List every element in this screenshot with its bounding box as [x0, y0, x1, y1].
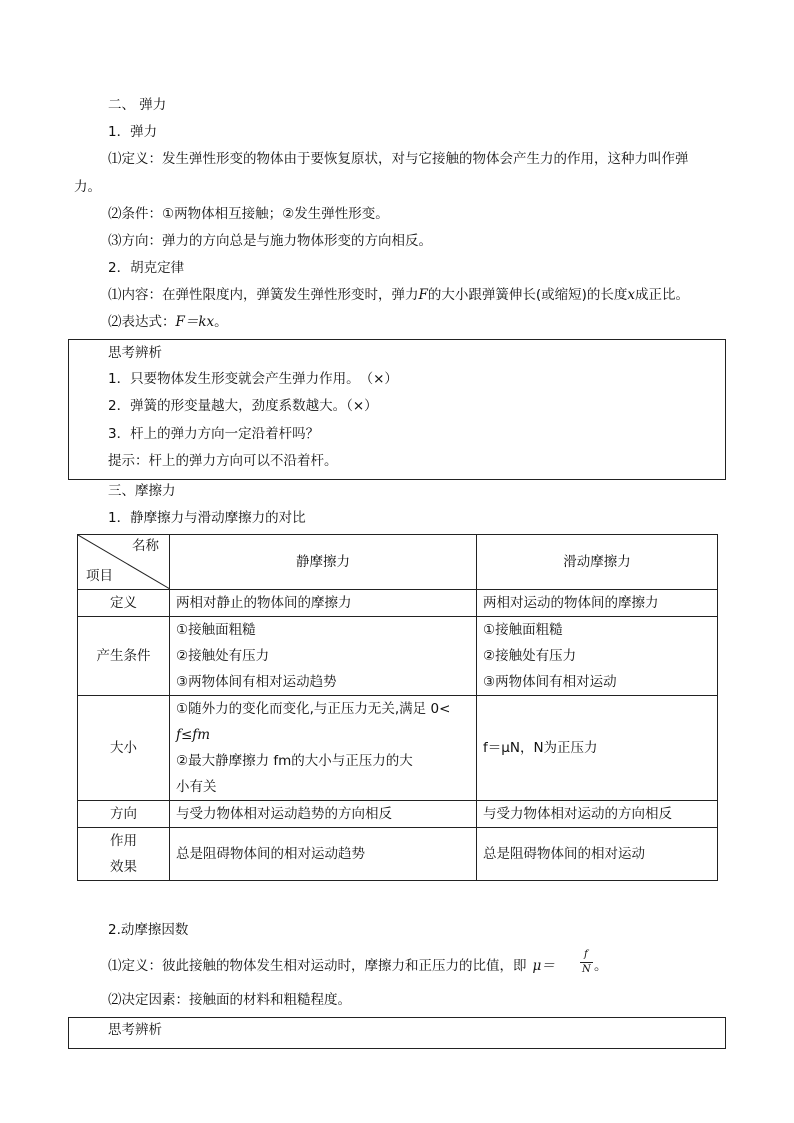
row-label-direction: 方向	[78, 801, 170, 828]
table-row	[78, 617, 718, 696]
cell-cond-kinetic: ①接触面粗糙 ②接触处有压力 ③两物体间有相对运动	[477, 617, 718, 696]
definition-line-2: 力。	[74, 179, 101, 195]
fraction-numerator: f	[584, 949, 588, 960]
condition-line: ⑵条件：①两物体相互接触；②发生弹性形变。	[108, 206, 389, 222]
row-label-magnitude: 大小	[78, 696, 170, 801]
cell-cond-static: ①接触面粗糙 ②接触处有压力 ③两物体间有相对运动趋势	[170, 617, 477, 696]
think-question-3: 3．杆上的弹力方向一定沿着杆吗？	[108, 426, 320, 442]
subsection-friction-compare: 1．静摩擦力与滑动摩擦力的对比	[108, 510, 306, 526]
corner-label-name: 名称	[132, 538, 159, 554]
row-label-definition: 定义	[78, 590, 170, 617]
friction-comparison-table	[77, 534, 718, 881]
row-label-effect: 作用 效果	[78, 828, 170, 881]
header-static-friction: 静摩擦力	[170, 535, 477, 590]
fraction-bar	[580, 962, 593, 963]
think-box-1-title: 思考辨析	[108, 345, 162, 361]
cell-def-static: 两相对静止的物体间的摩擦力	[170, 590, 477, 617]
table-row	[78, 828, 718, 881]
think-box-2-title: 思考辨析	[108, 1022, 162, 1038]
table-corner-cell	[78, 535, 170, 590]
corner-label-item: 项目	[86, 568, 113, 584]
direction-line: ⑶方向：弹力的方向总是与施力物体形变的方向相反。	[108, 233, 432, 249]
coefficient-definition-end: 。	[594, 958, 608, 974]
hooke-content-line: ⑴内容：在弹性限度内，弹簧发生弹性形变时，弹力F的大小跟弹簧伸长(或缩短)的长度x成正比。	[108, 287, 690, 303]
think-hint: 提示：杆上的弹力方向可以不沿着杆。	[108, 453, 338, 469]
cell-dir-static: 与受力物体相对运动趋势的方向相反	[170, 801, 477, 828]
cell-size-static: ①随外力的变化而变化,与正压力无关,满足 0< f≤fm ②最大静摩擦力 fm的大小与正压力的大 小有关	[170, 696, 477, 801]
header-kinetic-friction: 滑动摩擦力	[477, 535, 718, 590]
definition-line-1: ⑴定义：发生弹性形变的物体由于要恢复原状，对与它接触的物体会产生力的作用，这种力叫作弹	[108, 151, 689, 167]
section-3-heading: 三、摩擦力	[108, 483, 176, 499]
cell-effect-kinetic: 总是阻碍物体间的相对运动	[477, 828, 718, 881]
hooke-formula: F＝kx	[175, 314, 215, 330]
subsection-friction-coefficient: 2.动摩擦因数	[108, 922, 189, 938]
fraction-denominator: N	[582, 964, 591, 975]
think-box-2	[68, 1017, 726, 1049]
table-row	[78, 801, 718, 828]
section-2-heading: 二、 弹力	[108, 97, 167, 113]
table-header-row	[78, 535, 718, 590]
row-label-condition: 产生条件	[78, 617, 170, 696]
think-question-2: 2．弹簧的形变量越大，劲度系数越大。（×）	[108, 398, 378, 414]
cell-effect-static: 总是阻碍物体间的相对运动趋势	[170, 828, 477, 881]
table-row	[78, 590, 718, 617]
cell-def-kinetic: 两相对运动的物体间的摩擦力	[477, 590, 718, 617]
mu-symbol: μ＝	[532, 958, 555, 974]
subsection-elastic-force: 1．弹力	[108, 124, 158, 140]
subsection-hooke-law: 2．胡克定律	[108, 260, 185, 276]
cell-dir-kinetic: 与受力物体相对运动的方向相反	[477, 801, 718, 828]
think-question-1: 1．只要物体发生形变就会产生弹力作用。 （×）	[108, 371, 398, 387]
cell-size-kinetic: f＝μN，N为正压力	[477, 696, 718, 801]
coefficient-definition: ⑴定义：彼此接触的物体发生相对运动时，摩擦力和正压力的比值，即 μ＝	[108, 958, 555, 974]
hooke-expression-line: ⑵表达式：F＝kx。	[108, 314, 228, 330]
table-row	[78, 696, 718, 801]
coefficient-factors: ⑵决定因素：接触面的材料和粗糙程度。	[108, 992, 351, 1008]
